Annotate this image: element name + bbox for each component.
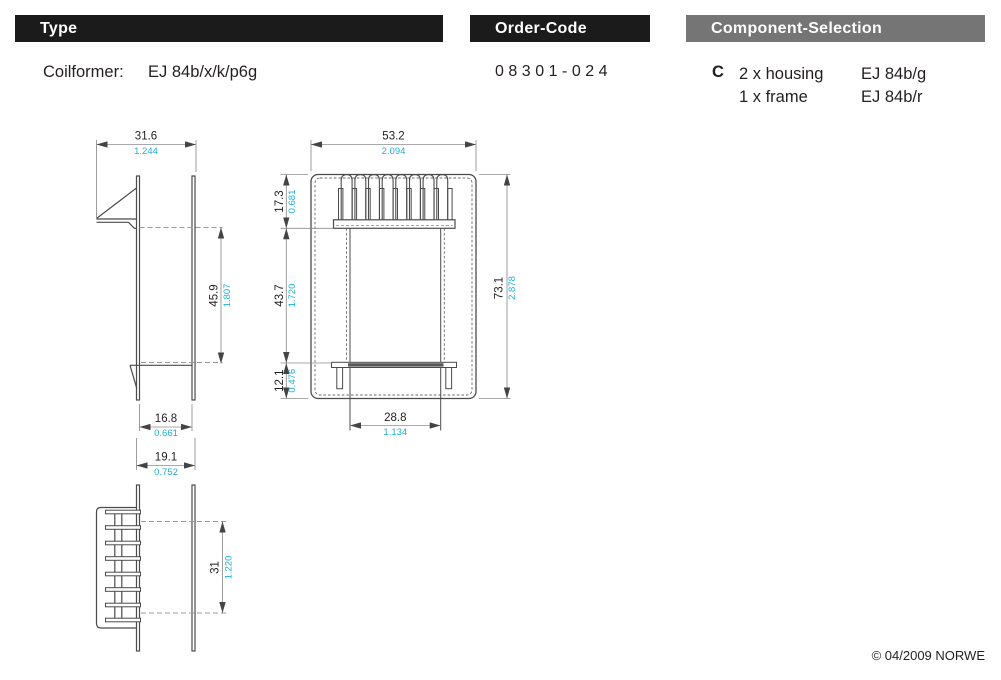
solder-pins bbox=[106, 510, 141, 622]
order-code-value: 08301-024 bbox=[495, 63, 613, 80]
dim-45-9-inch: 1.807 bbox=[222, 283, 233, 308]
component-part-row: EJ 84b/r bbox=[861, 87, 923, 106]
dim-73-1-mm: 73.1 bbox=[493, 276, 506, 300]
dim-43-7-inch: 1.720 bbox=[287, 283, 299, 308]
dim-17-3-mm: 17.3 bbox=[273, 190, 286, 213]
component-selection-key: C bbox=[712, 63, 724, 81]
dim-31-inch: 1.220 bbox=[223, 555, 235, 580]
front-view bbox=[274, 131, 518, 439]
component-part-row: EJ 84b/g bbox=[861, 65, 927, 83]
side-view-bottom bbox=[97, 485, 235, 651]
bottom-legs bbox=[337, 368, 452, 389]
side-view-top-body bbox=[97, 176, 196, 400]
dim-12-1-mm: 12.1 bbox=[273, 369, 286, 392]
coilformer-type-value: EJ 84b/x/k/p6g bbox=[148, 63, 258, 81]
dim-19-1-mm: 19.1 bbox=[154, 451, 178, 464]
pin-towers bbox=[341, 175, 448, 226]
right-flange bbox=[192, 485, 195, 651]
dim-28-8-inch: 1.134 bbox=[383, 427, 408, 438]
left-flange bbox=[137, 176, 140, 400]
dim-31-6-inch: 1.244 bbox=[134, 146, 158, 157]
dim-73-1-inch: 2.878 bbox=[507, 276, 518, 300]
dim-43-7-mm: 43.7 bbox=[273, 284, 286, 307]
dim-45-9-mm: 45.9 bbox=[208, 284, 221, 307]
dim-19-1-inch: 0.752 bbox=[154, 467, 178, 478]
side-view-top bbox=[97, 131, 234, 479]
dim-12-1-inch: 0.476 bbox=[287, 368, 299, 393]
component-selection-header-label: Component-Selection bbox=[711, 19, 883, 37]
copyright-notice: © 04/2009 NORWE bbox=[871, 648, 985, 663]
window-solid-edges bbox=[350, 228, 441, 430]
right-flange bbox=[192, 176, 195, 400]
order-code-header-label: Order-Code bbox=[495, 19, 587, 37]
window-dashed-edges bbox=[347, 228, 445, 362]
coilformer-label: Coilformer: bbox=[43, 63, 124, 81]
dim-53-2-mm: 53.2 bbox=[382, 130, 405, 143]
pin-base-bar bbox=[334, 220, 456, 229]
component-qty-row: 2 x housing bbox=[739, 65, 824, 83]
dim-31-mm: 31 bbox=[209, 561, 222, 574]
bottom-bar-fill bbox=[348, 363, 444, 366]
dim-16-8-mm: 16.8 bbox=[154, 413, 178, 425]
component-qty-row: 1 x frame bbox=[739, 87, 808, 106]
dim-28-8-mm: 28.8 bbox=[384, 412, 407, 424]
dim-17-3-inch: 0.681 bbox=[287, 189, 299, 214]
dim-53-2-inch: 2.094 bbox=[381, 146, 406, 157]
dim-31-6-mm: 31.6 bbox=[134, 130, 158, 143]
type-header-label: Type bbox=[40, 19, 78, 37]
dim-16-8-inch: 0.661 bbox=[154, 428, 178, 439]
